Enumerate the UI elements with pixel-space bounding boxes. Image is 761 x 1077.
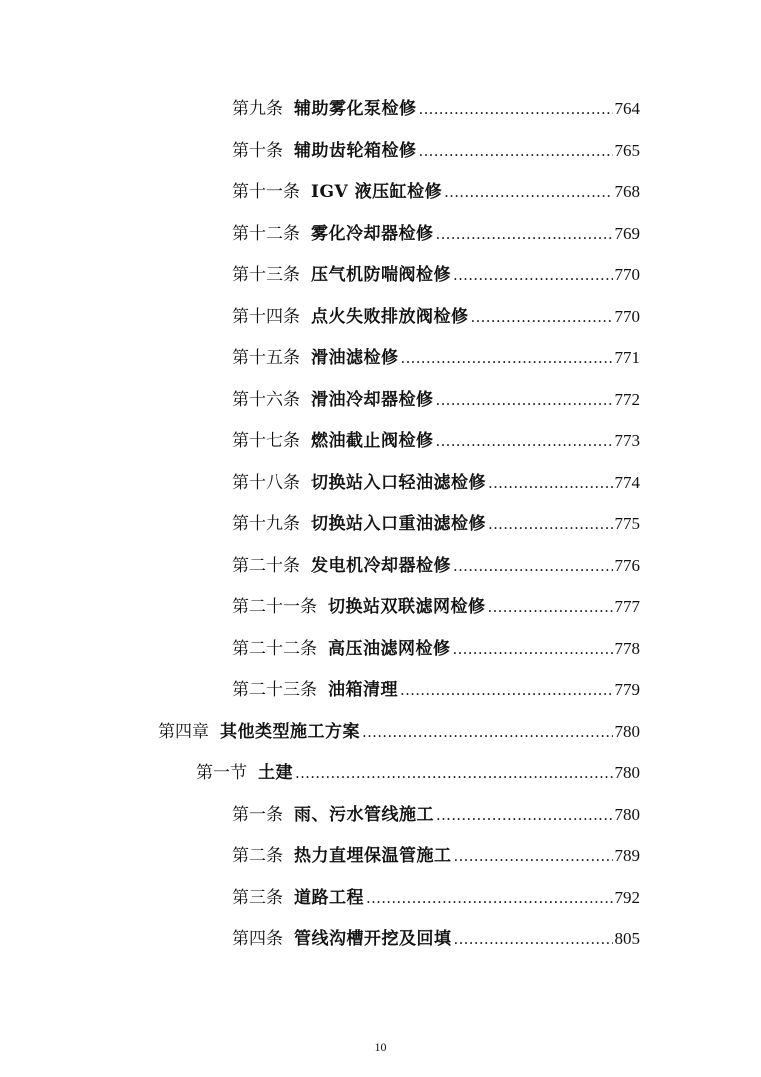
- toc-entry-article-3[interactable]: [232, 884, 640, 912]
- toc-entry-title: 油箱清理: [328, 680, 398, 700]
- toc-entry-article-20[interactable]: [232, 552, 640, 580]
- toc-entry-label: 第二十一条: [232, 597, 317, 617]
- toc-entry-page: 805: [614, 929, 640, 948]
- toc-entry-label: 第四章: [158, 722, 209, 742]
- toc-entry-article-12[interactable]: [232, 220, 640, 248]
- toc-entry-label: 第十六条: [232, 390, 300, 410]
- toc-dot-leader: [453, 635, 613, 663]
- toc-entry-page: 777: [614, 597, 640, 616]
- toc-dot-leader: [362, 718, 613, 746]
- toc-dot-leader: [471, 303, 613, 331]
- toc-entry-label: 第十二条: [232, 224, 300, 244]
- toc-entry-label: 第二十二条: [232, 639, 317, 659]
- toc-dot-leader: [401, 344, 613, 372]
- toc-entry-article-13[interactable]: [232, 261, 640, 289]
- toc-entry-page: 769: [614, 224, 640, 243]
- toc-dot-leader: [295, 759, 613, 787]
- toc-entry-label: 第十八条: [232, 473, 300, 493]
- toc-entry-title: 热力直埋保温管施工: [294, 846, 452, 866]
- toc-entry-label: 第九条: [232, 99, 283, 119]
- toc-entry-article-23[interactable]: [232, 676, 640, 704]
- toc-entry-title: 管线沟槽开挖及回填: [294, 929, 452, 949]
- toc-entry-article-2[interactable]: [232, 842, 640, 870]
- toc-entry-page: 774: [614, 473, 640, 492]
- toc-entry-page: 775: [614, 514, 640, 533]
- toc-entry-title: 滑油滤检修: [311, 348, 399, 368]
- toc-entry-article-15[interactable]: [232, 344, 640, 372]
- toc-entry-label: 第十条: [232, 141, 283, 161]
- toc-dot-leader: [454, 842, 613, 870]
- toc-entry-page: 771: [614, 348, 640, 367]
- toc-entry-label: 第二条: [232, 846, 283, 866]
- toc-entry-page: 780: [614, 722, 640, 741]
- toc-entry-label: 第十九条: [232, 514, 300, 534]
- toc-entry-label: 第二十三条: [232, 680, 317, 700]
- toc-entry-title: 辅助齿轮箱检修: [294, 141, 417, 161]
- toc-entry-page: 765: [614, 141, 640, 160]
- toc-entry-page: 773: [614, 431, 640, 450]
- toc-entry-title: 点火失败排放阀检修: [311, 307, 469, 327]
- toc-dot-leader: [453, 552, 613, 580]
- toc-dot-leader: [436, 220, 613, 248]
- toc-entry-title: 切换站入口重油滤检修: [311, 514, 486, 534]
- toc-entry-article-22[interactable]: [232, 635, 640, 663]
- toc-entry-label: 第二十条: [232, 556, 300, 576]
- toc-entry-page: 792: [614, 888, 640, 907]
- toc-entry-title: 道路工程: [294, 888, 364, 908]
- toc-entry-page: 780: [614, 805, 640, 824]
- toc-dot-leader: [488, 593, 613, 621]
- toc-entry-title: 燃油截止阀检修: [311, 431, 434, 451]
- toc-entry-article-4[interactable]: [232, 925, 640, 953]
- toc-entry-article-19[interactable]: [232, 510, 640, 538]
- toc-entry-article-16[interactable]: [232, 386, 640, 414]
- toc-dot-leader: [400, 676, 613, 704]
- toc-entry-page: 778: [614, 639, 640, 658]
- toc-entry-label: 第十一条: [232, 182, 300, 202]
- toc-entry-article-17[interactable]: [232, 427, 640, 455]
- toc-entry-title: IGV 液压缸检修: [311, 182, 443, 202]
- toc-entry-article-21[interactable]: [232, 593, 640, 621]
- toc-entry-page: 764: [614, 99, 640, 118]
- toc-entry-page: 780: [614, 763, 640, 782]
- toc-entry-page: 789: [614, 846, 640, 865]
- toc-entry-label: 第十四条: [232, 307, 300, 327]
- toc-dot-leader: [453, 261, 613, 289]
- toc-entry-title: 压气机防喘阀检修: [311, 265, 451, 285]
- toc-entry-article-18[interactable]: [232, 469, 640, 497]
- toc-entry-title: 雾化冷却器检修: [311, 224, 434, 244]
- toc-entry-title: 其他类型施工方案: [220, 722, 360, 742]
- toc-entry-page: 772: [614, 390, 640, 409]
- toc-dot-leader: [488, 469, 613, 497]
- toc-entry-article-14[interactable]: [232, 303, 640, 331]
- toc-entry-title: 辅助雾化泵检修: [294, 99, 417, 119]
- toc-entry-page: 779: [614, 680, 640, 699]
- toc-dot-leader: [366, 884, 613, 912]
- toc-entry-label: 第三条: [232, 888, 283, 908]
- toc-entry-section-1[interactable]: [196, 759, 640, 787]
- toc-dot-leader: [436, 801, 613, 829]
- toc-dot-leader: [444, 178, 612, 206]
- toc-entry-title: 滑油冷却器检修: [311, 390, 434, 410]
- toc-entry-title: 土建: [258, 763, 293, 783]
- toc-entry-article-9[interactable]: [232, 95, 640, 123]
- toc-entry-title: 切换站入口轻油滤检修: [311, 473, 486, 493]
- toc-entry-page: 768: [614, 182, 640, 201]
- toc-entry-page: 770: [614, 265, 640, 284]
- toc-entry-article-1[interactable]: [232, 801, 640, 829]
- toc-entry-title: 发电机冷却器检修: [311, 556, 451, 576]
- toc-dot-leader: [419, 95, 613, 123]
- toc-entry-title: 高压油滤网检修: [328, 639, 451, 659]
- toc-entry-label: 第四条: [232, 929, 283, 949]
- page-number: 10: [374, 1040, 387, 1054]
- toc-dot-leader: [436, 427, 613, 455]
- toc-entry-title: 切换站双联滤网检修: [328, 597, 486, 617]
- toc-entry-title: 雨、污水管线施工: [294, 805, 434, 825]
- toc-entry-label: 第十三条: [232, 265, 300, 285]
- toc-entry-page: 770: [614, 307, 640, 326]
- toc-entry-article-10[interactable]: [232, 137, 640, 165]
- toc-dot-leader: [454, 925, 613, 953]
- toc-dot-leader: [436, 386, 613, 414]
- toc-entry-chapter-4[interactable]: [158, 718, 640, 746]
- toc-entry-label: 第十七条: [232, 431, 300, 451]
- toc-entry-label: 第十五条: [232, 348, 300, 368]
- toc-entry-label: 第一条: [232, 805, 283, 825]
- toc-dot-leader: [419, 137, 613, 165]
- toc-dot-leader: [488, 510, 613, 538]
- toc-entry-page: 776: [614, 556, 640, 575]
- toc-entry-label: 第一节: [196, 763, 247, 783]
- toc-entry-article-11[interactable]: [232, 178, 640, 206]
